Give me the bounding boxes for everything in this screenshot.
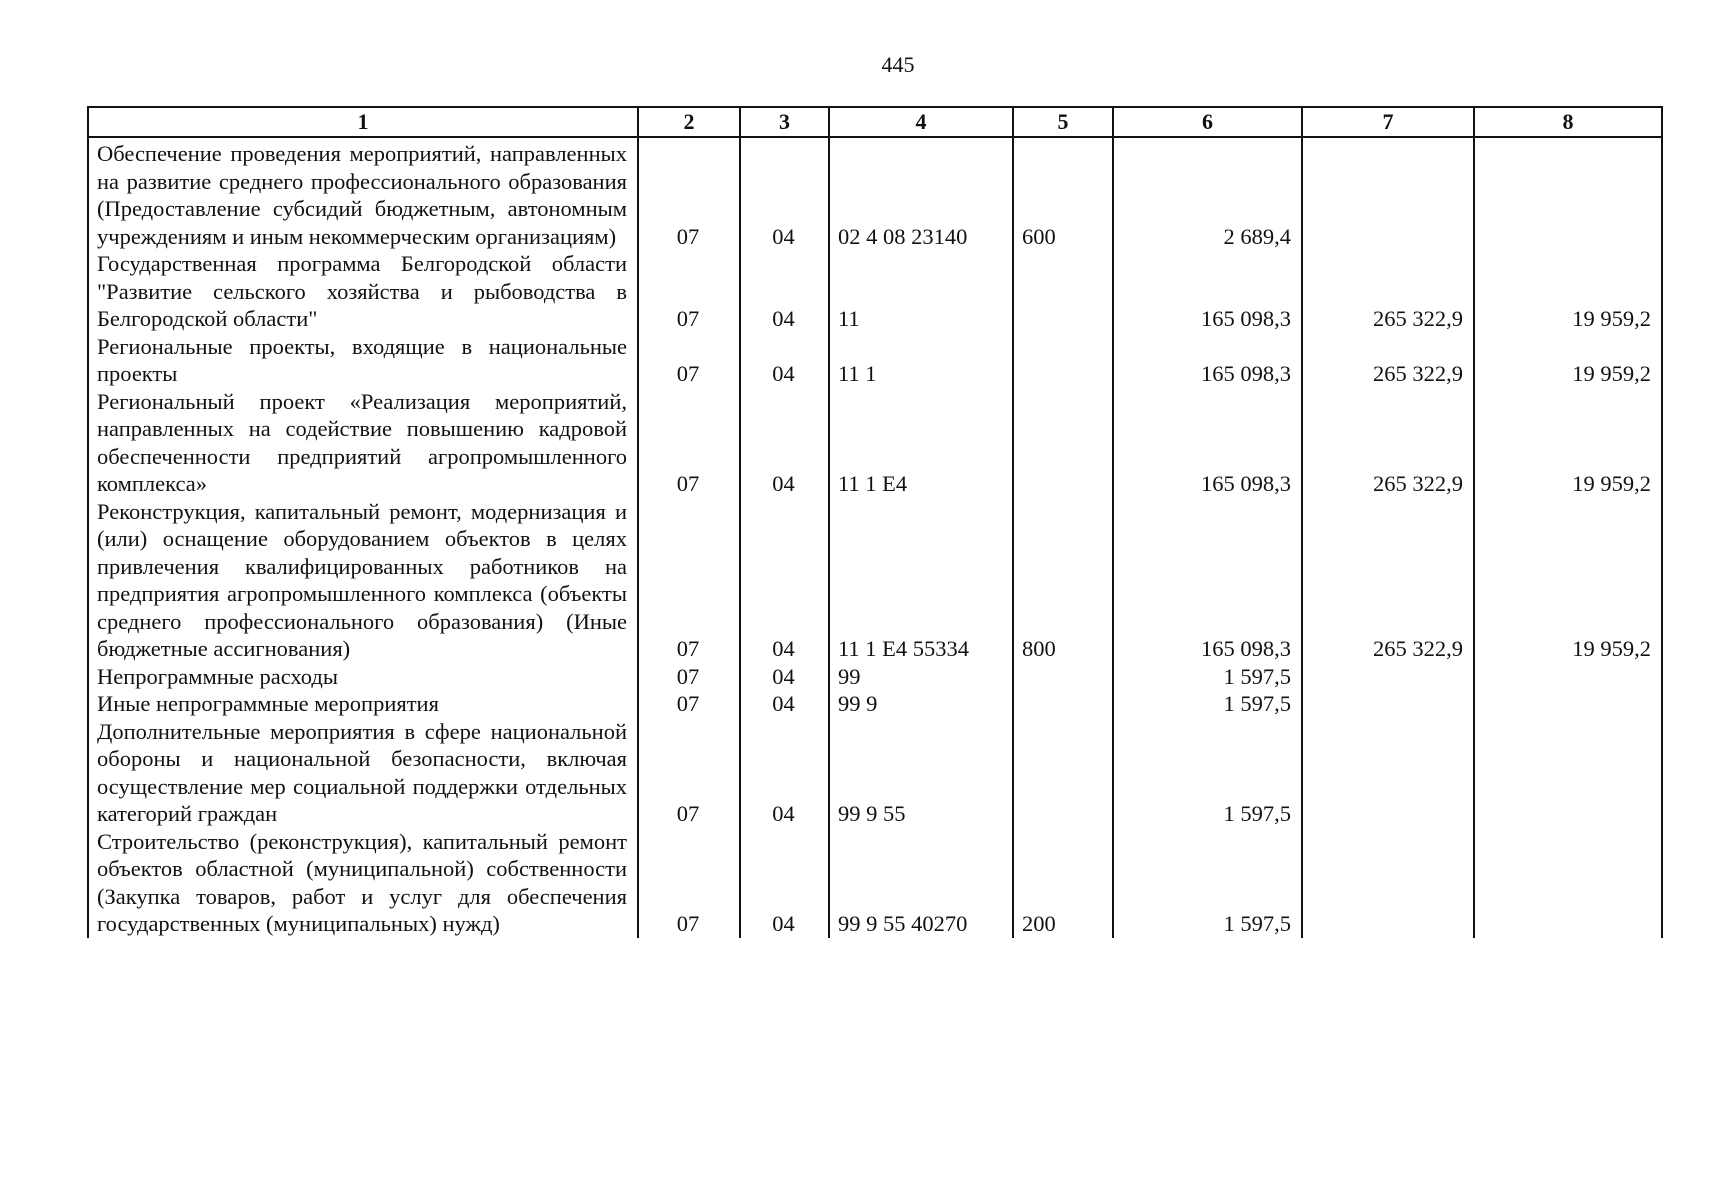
expense-type-code: 600 bbox=[1013, 137, 1113, 250]
target-item-code: 11 1 E4 55334 bbox=[829, 498, 1013, 663]
row-name: Реконструкция, капитальный ремонт, модернизация и (или) оснащение оборудованием объектов в целях привлечения квалифицированных работников на предприятия агропромышленного комплекса (объекты среднего профессионального образования) (Иные бюджетные ассигнования) bbox=[88, 498, 638, 663]
table-header-row bbox=[88, 107, 1662, 137]
amount-col6: 165 098,3 bbox=[1113, 333, 1302, 388]
column-header-amount-col8: 8 bbox=[1474, 107, 1662, 137]
row-name: Региональный проект «Реализация мероприятий, направленных на содействие повышению кадровой обеспеченности предприятий агропромышленного комплекса» bbox=[88, 388, 638, 498]
section-code: 07 bbox=[638, 690, 740, 718]
subsection-code: 04 bbox=[740, 663, 829, 691]
amount-col7 bbox=[1302, 828, 1474, 938]
section-code: 07 bbox=[638, 718, 740, 828]
subsection-code: 04 bbox=[740, 333, 829, 388]
target-item-code: 02 4 08 23140 bbox=[829, 137, 1013, 250]
subsection-code: 04 bbox=[740, 388, 829, 498]
section-code: 07 bbox=[638, 828, 740, 938]
amount-col8 bbox=[1474, 718, 1662, 828]
table-row bbox=[88, 718, 1662, 828]
section-code: 07 bbox=[638, 333, 740, 388]
amount-col7: 265 322,9 bbox=[1302, 498, 1474, 663]
budget-table bbox=[87, 106, 1663, 938]
amount-col8 bbox=[1474, 690, 1662, 718]
column-header-expense-type: 5 bbox=[1013, 107, 1113, 137]
table-row bbox=[88, 137, 1662, 250]
table-row bbox=[88, 690, 1662, 718]
amount-col7: 265 322,9 bbox=[1302, 333, 1474, 388]
amount-col6: 165 098,3 bbox=[1113, 250, 1302, 333]
amount-col6: 165 098,3 bbox=[1113, 498, 1302, 663]
amount-col8: 19 959,2 bbox=[1474, 250, 1662, 333]
column-header-target-item: 4 bbox=[829, 107, 1013, 137]
target-item-code: 11 1 bbox=[829, 333, 1013, 388]
amount-col6: 2 689,4 bbox=[1113, 137, 1302, 250]
target-item-code: 99 9 55 bbox=[829, 718, 1013, 828]
expense-type-code: 200 bbox=[1013, 828, 1113, 938]
expense-type-code bbox=[1013, 250, 1113, 333]
row-name: Обеспечение проведения мероприятий, направленных на развитие среднего профессионального образования (Предоставление субсидий бюджетным, автономным учреждениям и иным некоммерческим организациям) bbox=[88, 137, 638, 250]
target-item-code: 99 9 bbox=[829, 690, 1013, 718]
row-name: Региональные проекты, входящие в национальные проекты bbox=[88, 333, 638, 388]
subsection-code: 04 bbox=[740, 250, 829, 333]
amount-col7: 265 322,9 bbox=[1302, 388, 1474, 498]
table-row bbox=[88, 498, 1662, 663]
section-code: 07 bbox=[638, 250, 740, 333]
table-row bbox=[88, 250, 1662, 333]
page-number: 445 bbox=[881, 52, 915, 77]
amount-col7 bbox=[1302, 663, 1474, 691]
amount-col6: 165 098,3 bbox=[1113, 388, 1302, 498]
amount-col8: 19 959,2 bbox=[1474, 333, 1662, 388]
subsection-code: 04 bbox=[740, 718, 829, 828]
expense-type-code bbox=[1013, 663, 1113, 691]
target-item-code: 11 1 E4 bbox=[829, 388, 1013, 498]
amount-col6: 1 597,5 bbox=[1113, 828, 1302, 938]
amount-col7 bbox=[1302, 690, 1474, 718]
amount-col7: 265 322,9 bbox=[1302, 250, 1474, 333]
amount-col6: 1 597,5 bbox=[1113, 663, 1302, 691]
row-name: Строительство (реконструкция), капитальный ремонт объектов областной (муниципальной) собственности (Закупка товаров, работ и услуг для обеспечения государственных (муниципальных) нужд) bbox=[88, 828, 638, 938]
table-row bbox=[88, 828, 1662, 938]
expense-type-code bbox=[1013, 388, 1113, 498]
subsection-code: 04 bbox=[740, 828, 829, 938]
target-item-code: 99 9 55 40270 bbox=[829, 828, 1013, 938]
amount-col8 bbox=[1474, 828, 1662, 938]
budget-table-container bbox=[87, 106, 1661, 938]
expense-type-code bbox=[1013, 333, 1113, 388]
amount-col6: 1 597,5 bbox=[1113, 718, 1302, 828]
subsection-code: 04 bbox=[740, 137, 829, 250]
subsection-code: 04 bbox=[740, 498, 829, 663]
column-header-section: 2 bbox=[638, 107, 740, 137]
amount-col7 bbox=[1302, 137, 1474, 250]
table-row bbox=[88, 388, 1662, 498]
target-item-code: 99 bbox=[829, 663, 1013, 691]
table-row bbox=[88, 333, 1662, 388]
column-header-name: 1 bbox=[88, 107, 638, 137]
section-code: 07 bbox=[638, 388, 740, 498]
expense-type-code: 800 bbox=[1013, 498, 1113, 663]
expense-type-code bbox=[1013, 718, 1113, 828]
amount-col8 bbox=[1474, 663, 1662, 691]
amount-col8: 19 959,2 bbox=[1474, 498, 1662, 663]
subsection-code: 04 bbox=[740, 690, 829, 718]
row-name: Дополнительные мероприятия в сфере национальной обороны и национальной безопасности, включая осуществление мер социальной поддержки отдельных категорий граждан bbox=[88, 718, 638, 828]
amount-col8 bbox=[1474, 137, 1662, 250]
row-name: Непрограммные расходы bbox=[88, 663, 638, 691]
table-body bbox=[88, 137, 1662, 938]
amount-col8: 19 959,2 bbox=[1474, 388, 1662, 498]
row-name: Государственная программа Белгородской области "Развитие сельского хозяйства и рыбоводства в Белгородской области" bbox=[88, 250, 638, 333]
section-code: 07 bbox=[638, 498, 740, 663]
target-item-code: 11 bbox=[829, 250, 1013, 333]
row-name: Иные непрограммные мероприятия bbox=[88, 690, 638, 718]
amount-col6: 1 597,5 bbox=[1113, 690, 1302, 718]
amount-col7 bbox=[1302, 718, 1474, 828]
table-row bbox=[88, 663, 1662, 691]
expense-type-code bbox=[1013, 690, 1113, 718]
section-code: 07 bbox=[638, 137, 740, 250]
column-header-subsection: 3 bbox=[740, 107, 829, 137]
section-code: 07 bbox=[638, 663, 740, 691]
column-header-amount-col6: 6 bbox=[1113, 107, 1302, 137]
column-header-amount-col7: 7 bbox=[1302, 107, 1474, 137]
